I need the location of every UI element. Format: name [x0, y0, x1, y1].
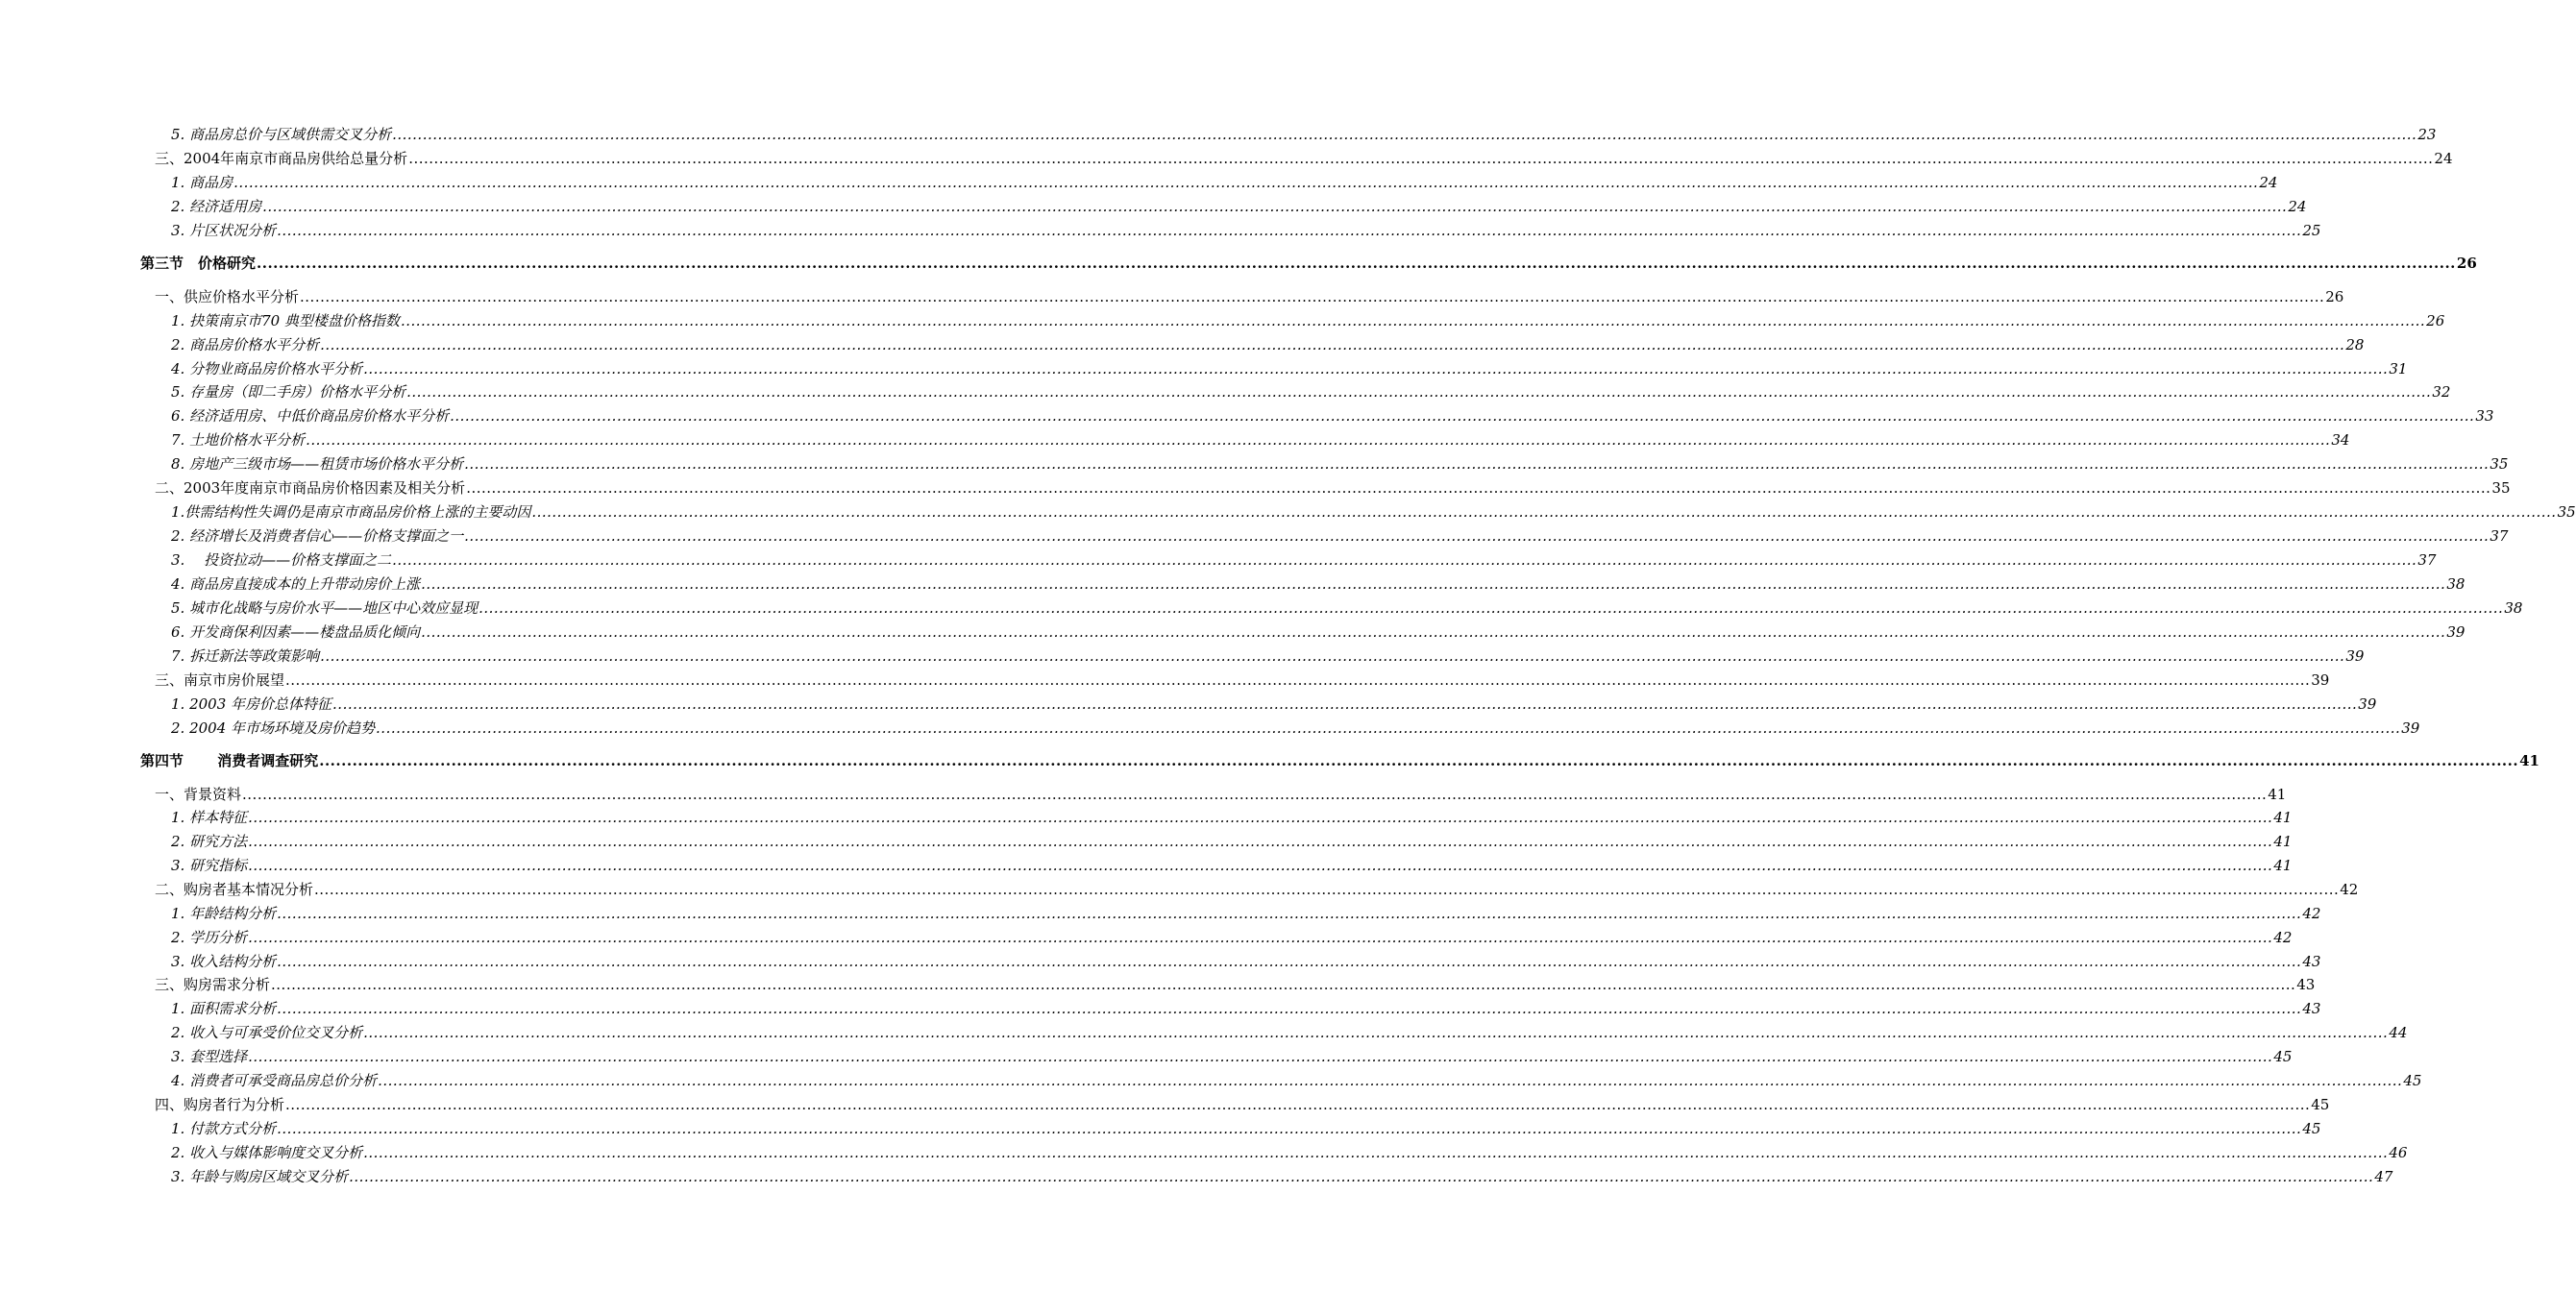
toc-entry-title: 5. 商品房总价与区域供需交叉分析 [171, 126, 392, 143]
toc-entry-title: 一、背景资料 [155, 786, 242, 803]
toc-entry[interactable] [171, 124, 2437, 145]
toc-entry[interactable] [171, 1166, 2393, 1187]
toc-entry-title: 8. 房地产三级市场——租赁市场价格水平分析 [171, 455, 464, 473]
dot-leader: ................................................................................................................................................................................................................................................................................................................................................................................................................ [363, 1144, 2389, 1161]
toc-entry-title: 4. 分物业商品房价格水平分析 [171, 360, 363, 378]
toc-entry-page-number: 37 [2417, 551, 2437, 569]
dot-leader: ................................................................................................................................................................................................................................................................................................................................................................................................................ [248, 833, 2273, 850]
toc-entry-title: 5. 城市化战略与房价水平——地区中心效应显现 [171, 599, 478, 617]
toc-entry[interactable] [171, 310, 2445, 331]
toc-entry[interactable] [171, 525, 2509, 547]
toc-entry-page-number: 26 [2426, 312, 2445, 329]
toc-entry[interactable] [171, 358, 2408, 379]
toc-entry-title: 3. 研究指标 [171, 857, 248, 874]
toc-entry-title: 4. 商品房直接成本的上升带动房价上涨 [171, 575, 421, 593]
toc-entry[interactable] [171, 220, 2321, 241]
dot-leader: ................................................................................................................................................................................................................................................................................................................................................................................................................ [233, 174, 2259, 191]
toc-entry-page-number: 45 [2273, 1048, 2293, 1065]
toc-entry-page-number: 41 [2519, 752, 2539, 769]
toc-entry-title: 三、购房需求分析 [155, 976, 271, 993]
toc-entry[interactable] [171, 172, 2278, 193]
toc-entry[interactable] [155, 1094, 2330, 1115]
toc-entry-title: 三、2004年南京市商品房供给总量分析 [155, 150, 408, 167]
toc-entry-page-number: 38 [2504, 599, 2523, 617]
toc-entry[interactable] [171, 405, 2494, 426]
toc-entry-page-number: 39 [2401, 719, 2420, 737]
toc-entry-page-number: 41 [2273, 833, 2293, 850]
toc-entry[interactable] [171, 621, 2466, 643]
dot-leader: ................................................................................................................................................................................................................................................................................................................................................................................................................ [466, 479, 2491, 497]
toc-entry[interactable] [171, 1118, 2321, 1139]
dot-leader: ................................................................................................................................................................................................................................................................................................................................................................................................................ [300, 288, 2325, 305]
dot-leader: ................................................................................................................................................................................................................................................................................................................................................................................................................ [421, 575, 2446, 593]
toc-entry[interactable] [171, 927, 2293, 948]
dot-leader: ................................................................................................................................................................................................................................................................................................................................................................................................................ [257, 255, 2456, 272]
dot-leader: ................................................................................................................................................................................................................................................................................................................................................................................................................ [378, 1072, 2403, 1089]
dot-leader: ................................................................................................................................................................................................................................................................................................................................................................................................................ [248, 929, 2273, 946]
toc-entry-title: 2. 学历分析 [171, 929, 248, 946]
toc-entry-page-number: 43 [2302, 1000, 2321, 1017]
toc-entry[interactable] [140, 253, 2477, 274]
toc-entry[interactable] [155, 670, 2330, 691]
toc-entry-title: 2. 2004 年市场环境及房价趋势 [171, 719, 376, 737]
dot-leader: ................................................................................................................................................................................................................................................................................................................................................................................................................ [248, 809, 2273, 826]
toc-entry-title: 第三节 价格研究 [140, 255, 257, 272]
toc-entry-page-number: 28 [2345, 336, 2365, 353]
toc-entry-page-number: 24 [2288, 198, 2307, 215]
toc-entry-title: 4. 消费者可承受商品房总价分析 [171, 1072, 378, 1089]
toc-entry-page-number: 24 [2259, 174, 2278, 191]
toc-entry-page-number: 26 [2325, 288, 2344, 305]
toc-entry-title: 7. 拆迁新法等政策影响 [171, 647, 320, 665]
toc-entry-title: 三、南京市房价展望 [155, 671, 285, 689]
toc-entry-page-number: 45 [2403, 1072, 2422, 1089]
toc-entry-page-number: 25 [2302, 222, 2321, 239]
dot-leader: ................................................................................................................................................................................................................................................................................................................................................................................................................ [363, 360, 2389, 378]
dot-leader: ................................................................................................................................................................................................................................................................................................................................................................................................................ [478, 599, 2504, 617]
toc-entry-title: 5. 存量房（即二手房）价格水平分析 [171, 383, 406, 401]
dot-leader: ................................................................................................................................................................................................................................................................................................................................................................................................................ [248, 1048, 2273, 1065]
dot-leader: ................................................................................................................................................................................................................................................................................................................................................................................................................ [464, 527, 2490, 545]
toc-entry[interactable] [155, 286, 2344, 307]
toc-entry[interactable] [171, 855, 2293, 876]
toc-entry[interactable] [171, 903, 2321, 924]
toc-entry-page-number: 23 [2417, 126, 2437, 143]
dot-leader: ................................................................................................................................................................................................................................................................................................................................................................................................................ [277, 1000, 2302, 1017]
dot-leader: ................................................................................................................................................................................................................................................................................................................................................................................................................ [320, 647, 2345, 665]
toc-entry-page-number: 42 [2273, 929, 2293, 946]
toc-entry-page-number: 32 [2432, 383, 2451, 401]
toc-entry-page-number: 43 [2296, 976, 2316, 993]
toc-entry[interactable] [171, 1022, 2408, 1043]
dot-leader: ................................................................................................................................................................................................................................................................................................................................................................................................................ [320, 336, 2345, 353]
toc-entry-title: 1. 抉策南京市70 典型楼盘价格指数 [171, 312, 400, 329]
dot-leader: ................................................................................................................................................................................................................................................................................................................................................................................................................ [306, 431, 2331, 449]
toc-entry[interactable] [171, 951, 2321, 972]
toc-entry[interactable] [171, 646, 2365, 667]
toc-entry-page-number: 42 [2302, 905, 2321, 922]
toc-entry-title: 1. 样本特征 [171, 809, 248, 826]
toc-entry-page-number: 39 [2345, 647, 2365, 665]
toc-entry[interactable] [171, 1070, 2422, 1091]
dot-leader: ................................................................................................................................................................................................................................................................................................................................................................................................................ [450, 407, 2475, 425]
toc-entry-page-number: 24 [2434, 150, 2453, 167]
toc-entry-title: 1.供需结构性失调仍是南京市商品房价格上涨的主要动因 [171, 503, 531, 521]
toc-entry[interactable] [155, 974, 2316, 995]
toc-entry-title: 3. 套型选择 [171, 1048, 248, 1065]
dot-leader: ................................................................................................................................................................................................................................................................................................................................................................................................................ [277, 953, 2302, 970]
toc-entry[interactable] [155, 879, 2359, 900]
toc-entry-page-number: 35 [2490, 455, 2509, 473]
toc-entry-title: 3. 收入结构分析 [171, 953, 277, 970]
toc-entry[interactable] [155, 784, 2287, 805]
toc-entry[interactable] [155, 148, 2453, 169]
toc-entry-page-number: 34 [2331, 431, 2350, 449]
toc-entry-title: 1. 面积需求分析 [171, 1000, 277, 1017]
toc-entry-title: 第四节 消费者调查研究 [140, 752, 319, 769]
toc-entry-title: 2. 收入与媒体影响度交叉分析 [171, 1144, 363, 1161]
toc-entry-title: 6. 开发商保利因素——楼盘品质化倾向 [171, 623, 421, 641]
toc-entry[interactable] [171, 501, 2576, 523]
toc-entry[interactable] [171, 573, 2466, 595]
dot-leader: ................................................................................................................................................................................................................................................................................................................................................................................................................ [277, 222, 2302, 239]
toc-entry-page-number: 35 [2557, 503, 2576, 521]
toc-entry-title: 四、购房者行为分析 [155, 1096, 285, 1113]
dot-leader: ................................................................................................................................................................................................................................................................................................................................................................................................................ [262, 198, 2288, 215]
toc-entry[interactable] [171, 694, 2377, 715]
toc-entry-page-number: 26 [2456, 255, 2477, 272]
toc-entry[interactable] [171, 453, 2509, 475]
dot-leader: ................................................................................................................................................................................................................................................................................................................................................................................................................ [531, 503, 2557, 521]
toc-entry-title: 6. 经济适用房、中低价商品房价格水平分析 [171, 407, 450, 425]
toc-entry[interactable] [155, 477, 2511, 499]
toc-entry[interactable] [171, 1046, 2293, 1067]
dot-leader: ................................................................................................................................................................................................................................................................................................................................................................................................................ [400, 312, 2426, 329]
toc-entry-title: 二、购房者基本情况分析 [155, 881, 314, 898]
toc-entry-page-number: 46 [2389, 1144, 2408, 1161]
toc-entry-title: 二、2003年度南京市商品房价格因素及相关分析 [155, 479, 466, 497]
dot-leader: ................................................................................................................................................................................................................................................................................................................................................................................................................ [421, 623, 2446, 641]
dot-leader: ................................................................................................................................................................................................................................................................................................................................................................................................................ [248, 857, 2273, 874]
toc-entry-page-number: 31 [2389, 360, 2408, 378]
toc-entry-page-number: 38 [2446, 575, 2466, 593]
toc-entry-page-number: 41 [2273, 857, 2293, 874]
toc-entry-page-number: 47 [2374, 1168, 2393, 1185]
toc-entry-page-number: 39 [2358, 695, 2377, 713]
toc-entry-title: 3. 投资拉动——价格支撑面之二 [171, 551, 392, 569]
toc-entry[interactable] [171, 549, 2437, 571]
toc-entry-page-number: 45 [2302, 1120, 2321, 1137]
toc-entry-title: 1. 商品房 [171, 174, 233, 191]
toc-entry-title: 1. 年龄结构分析 [171, 905, 277, 922]
toc-entry[interactable] [140, 750, 2539, 771]
toc-entry-title: 1. 付款方式分析 [171, 1120, 277, 1137]
dot-leader: ................................................................................................................................................................................................................................................................................................................................................................................................................ [349, 1168, 2374, 1185]
toc-entry-title: 7. 土地价格水平分析 [171, 431, 306, 449]
toc-entry[interactable] [171, 196, 2307, 217]
toc-entry-page-number: 37 [2490, 527, 2509, 545]
toc-entry-title: 2. 收入与可承受价位交叉分析 [171, 1024, 363, 1041]
toc-entry-page-number: 42 [2340, 881, 2359, 898]
toc-entry-page-number: 33 [2475, 407, 2494, 425]
toc-entry-title: 1. 2003 年房价总体特征 [171, 695, 332, 713]
dot-leader: ................................................................................................................................................................................................................................................................................................................................................................................................................ [285, 1096, 2311, 1113]
dot-leader: ................................................................................................................................................................................................................................................................................................................................................................................................................ [406, 383, 2432, 401]
dot-leader: ................................................................................................................................................................................................................................................................................................................................................................................................................ [392, 551, 2417, 569]
dot-leader: ................................................................................................................................................................................................................................................................................................................................................................................................................ [314, 881, 2340, 898]
toc-entry-page-number: 43 [2302, 953, 2321, 970]
dot-leader: ................................................................................................................................................................................................................................................................................................................................................................................................................ [319, 752, 2519, 769]
dot-leader: ................................................................................................................................................................................................................................................................................................................................................................................................................ [392, 126, 2417, 143]
toc-entry[interactable] [171, 1142, 2408, 1163]
dot-leader: ................................................................................................................................................................................................................................................................................................................................................................................................................ [285, 671, 2311, 689]
toc-entry-title: 一、供应价格水平分析 [155, 288, 300, 305]
dot-leader: ................................................................................................................................................................................................................................................................................................................................................................................................................ [277, 905, 2302, 922]
dot-leader: ................................................................................................................................................................................................................................................................................................................................................................................................................ [363, 1024, 2389, 1041]
toc-entry[interactable] [171, 718, 2420, 739]
dot-leader: ................................................................................................................................................................................................................................................................................................................................................................................................................ [271, 976, 2296, 993]
toc-entry-page-number: 39 [2311, 671, 2330, 689]
dot-leader: ................................................................................................................................................................................................................................................................................................................................................................................................................ [464, 455, 2490, 473]
dot-leader: ................................................................................................................................................................................................................................................................................................................................................................................................................ [376, 719, 2401, 737]
toc-entry[interactable] [171, 381, 2451, 402]
toc-entry-title: 2. 经济适用房 [171, 198, 262, 215]
dot-leader: ................................................................................................................................................................................................................................................................................................................................................................................................................ [277, 1120, 2302, 1137]
toc-entry[interactable] [171, 429, 2350, 451]
toc-entry-page-number: 41 [2268, 786, 2287, 803]
toc-entry-title: 2. 研究方法 [171, 833, 248, 850]
dot-leader: ................................................................................................................................................................................................................................................................................................................................................................................................................ [408, 150, 2434, 167]
toc-entry-title: 3. 年龄与购房区域交叉分析 [171, 1168, 349, 1185]
toc-entry[interactable] [171, 998, 2321, 1019]
toc-entry[interactable] [171, 597, 2523, 619]
toc-entry[interactable] [171, 334, 2365, 355]
toc-entry-title: 2. 商品房价格水平分析 [171, 336, 320, 353]
toc-entry[interactable] [171, 831, 2293, 852]
toc-entry-title: 2. 经济增长及消费者信心——价格支撑面之一 [171, 527, 464, 545]
toc-entry-page-number: 45 [2311, 1096, 2330, 1113]
toc-entry-page-number: 35 [2491, 479, 2511, 497]
dot-leader: ................................................................................................................................................................................................................................................................................................................................................................................................................ [332, 695, 2358, 713]
toc-entry-page-number: 41 [2273, 809, 2293, 826]
toc-entry-page-number: 39 [2446, 623, 2466, 641]
toc-entry-page-number: 44 [2389, 1024, 2408, 1041]
dot-leader: ................................................................................................................................................................................................................................................................................................................................................................................................................ [242, 786, 2268, 803]
toc-entry[interactable] [171, 807, 2293, 828]
toc-entry-title: 3. 片区状况分析 [171, 222, 277, 239]
